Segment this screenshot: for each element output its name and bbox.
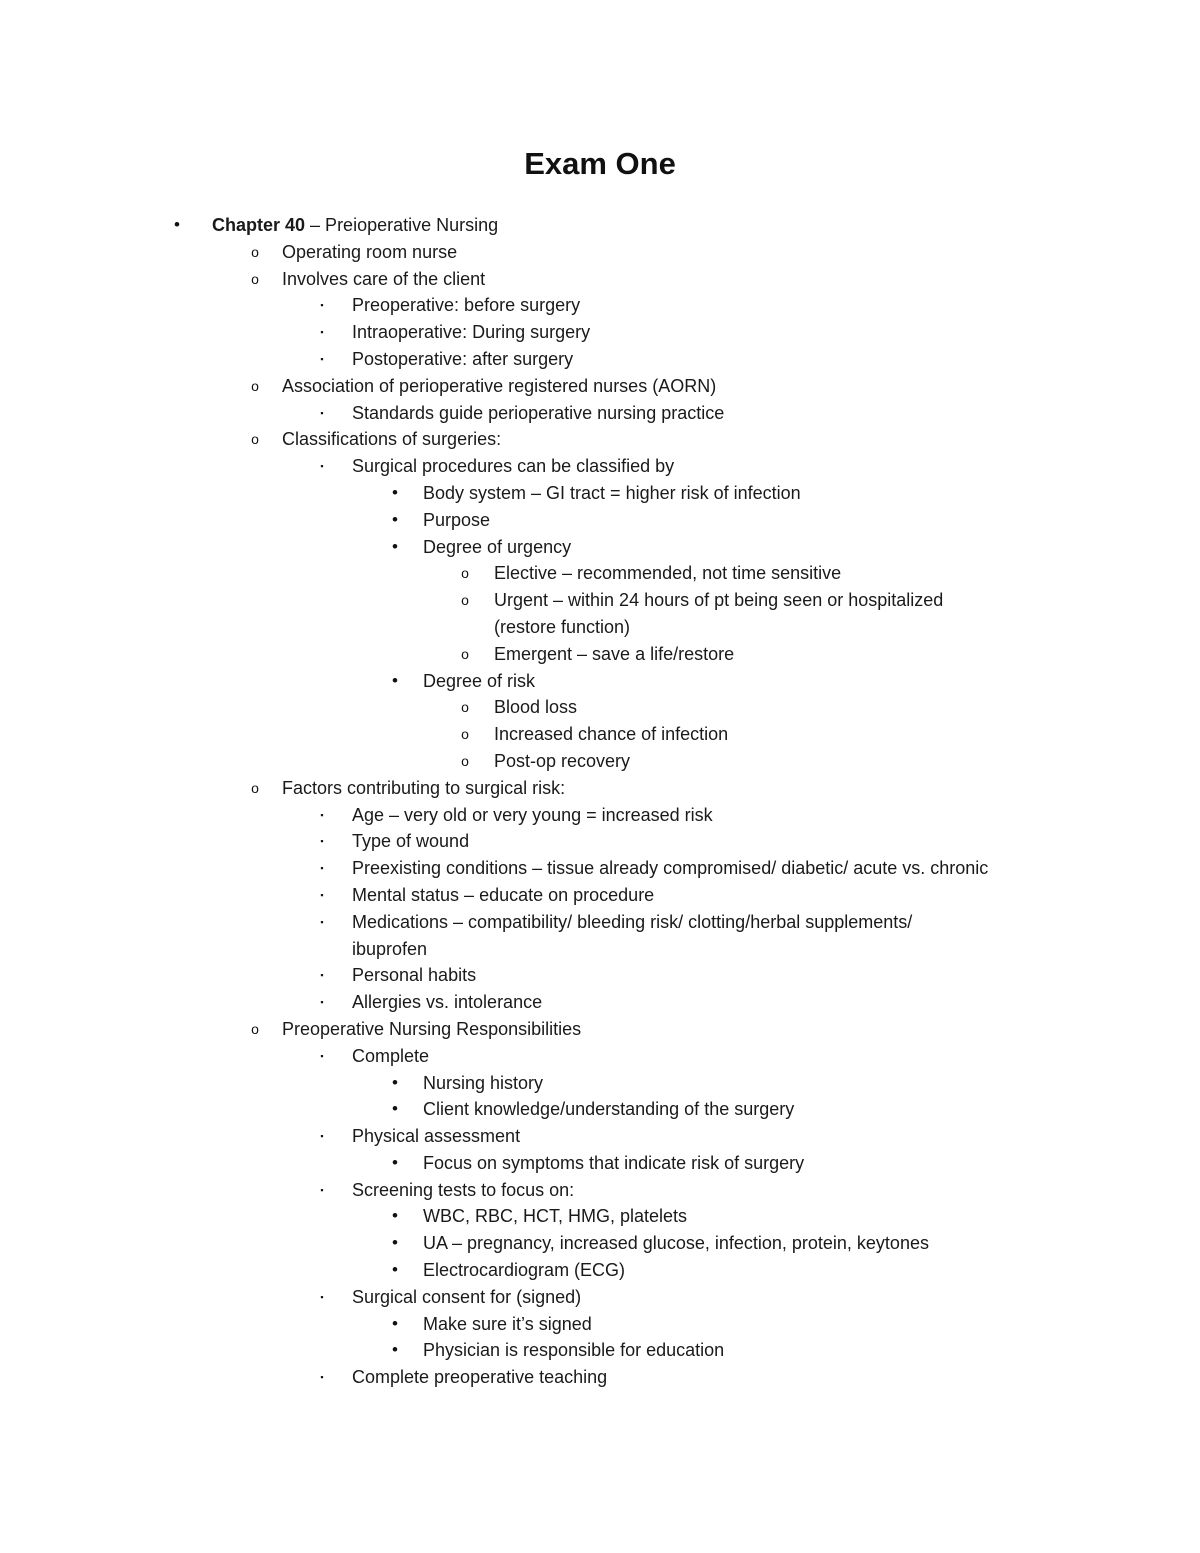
outline-item: [0, 882, 1200, 909]
outline-item-text: [212, 212, 498, 239]
list-marker-icon: •: [392, 1233, 398, 1253]
list-marker-icon: ▪: [320, 353, 324, 364]
outline-item-text: ibuprofen: [352, 938, 428, 959]
outline-item: [0, 1337, 1200, 1364]
outline-item-text: Emergent – save a life/restore: [494, 643, 735, 664]
outline-item-text: Complete preoperative teaching: [352, 1367, 608, 1388]
outline-item-text: Factors contributing to surgical risk:: [282, 777, 566, 798]
list-marker-icon: •: [392, 509, 398, 529]
list-marker-icon: •: [392, 1260, 398, 1280]
outline-item: [0, 400, 1200, 427]
outline-item: [0, 1070, 1200, 1097]
outline-item: [0, 453, 1200, 480]
outline-item-text: Body system – GI tract = higher risk of infection: [423, 482, 801, 503]
list-marker-icon: ▪: [320, 916, 324, 927]
outline-item: [0, 319, 1200, 346]
list-marker-icon: ▪: [320, 300, 324, 311]
list-marker-icon: •: [392, 1206, 398, 1226]
outline-item-text: Postoperative: after surgery: [352, 348, 574, 369]
list-marker-icon: •: [174, 215, 180, 234]
outline-item-text: Urgent – within 24 hours of pt being seen or hospitalized: [494, 590, 944, 611]
chapter-heading: Chapter 40: [212, 215, 306, 235]
outline-item: [0, 855, 1200, 882]
page-title: Exam One: [524, 146, 676, 181]
list-marker-icon: •: [392, 1340, 398, 1360]
list-marker-icon: ▪: [320, 970, 324, 981]
list-marker-icon: o: [251, 1020, 259, 1037]
outline-item: [0, 748, 1200, 775]
list-marker-icon: •: [392, 1152, 398, 1172]
outline-item: [0, 1096, 1200, 1123]
outline-item: [0, 266, 1200, 293]
list-marker-icon: •: [392, 482, 398, 502]
outline-item: [0, 1016, 1200, 1043]
list-marker-icon: •: [392, 1313, 398, 1333]
list-marker-icon: ▪: [320, 461, 324, 472]
outline-item-text: Increased chance of infection: [494, 724, 729, 745]
outline-item: [0, 534, 1200, 561]
outline-item-text: Preoperative Nursing Responsibilities: [282, 1018, 582, 1039]
list-marker-icon: o: [461, 752, 469, 769]
list-marker-icon: ▪: [320, 863, 324, 874]
outline-item: [0, 373, 1200, 400]
outline-item-text: Surgical procedures can be classified by: [352, 456, 675, 477]
list-marker-icon: o: [251, 377, 259, 394]
outline-item-text: WBC, RBC, HCT, HMG, platelets: [423, 1206, 688, 1227]
list-marker-icon: •: [392, 1072, 398, 1092]
outline-item: [0, 614, 1200, 641]
list-marker-icon: •: [392, 536, 398, 556]
outline-item-text: Client knowledge/understanding of the surgery: [423, 1099, 795, 1120]
outline-item: [0, 1043, 1200, 1070]
list-marker-icon: o: [461, 645, 469, 662]
outline-item: [0, 1150, 1200, 1177]
chapter-subtitle: – Preioperative Nursing: [305, 215, 499, 235]
list-marker-icon: ▪: [320, 809, 324, 820]
outline-item-text: Physical assessment: [352, 1126, 521, 1147]
list-marker-icon: ▪: [320, 1184, 324, 1195]
outline-item: [0, 1177, 1200, 1204]
outline-item-text: Degree of urgency: [423, 536, 572, 557]
list-marker-icon: ▪: [320, 327, 324, 338]
outline-item-text: Post-op recovery: [494, 750, 631, 771]
outline-item-text: Standards guide perioperative nursing practice: [352, 402, 725, 423]
outline-item-text: Age – very old or very young = increased risk: [352, 804, 713, 825]
list-marker-icon: o: [251, 779, 259, 796]
outline-item: [0, 1123, 1200, 1150]
outline-item-text: Surgical consent for (signed): [352, 1286, 582, 1307]
outline-item-text: Purpose: [423, 509, 491, 530]
list-marker-icon: o: [461, 565, 469, 582]
outline-item-text: Allergies vs. intolerance: [352, 992, 543, 1013]
list-marker-icon: o: [251, 431, 259, 448]
outline-item-text: Complete: [352, 1045, 430, 1066]
outline-item: [0, 909, 1200, 936]
outline-item: [0, 989, 1200, 1016]
list-marker-icon: o: [461, 699, 469, 716]
outline-item: [0, 962, 1200, 989]
outline-item-text: Screening tests to focus on:: [352, 1179, 575, 1200]
outline-item: [0, 668, 1200, 695]
outline-item: [0, 480, 1200, 507]
outline-item: [0, 560, 1200, 587]
outline-item: [0, 1284, 1200, 1311]
outline-item: [0, 1364, 1200, 1391]
list-marker-icon: o: [461, 726, 469, 743]
outline-item: [0, 346, 1200, 373]
outline-item: [0, 1257, 1200, 1284]
outline-item: [0, 1203, 1200, 1230]
list-marker-icon: •: [392, 670, 398, 690]
outline-item-text: Involves care of the client: [282, 268, 486, 289]
outline-item: [0, 775, 1200, 802]
list-marker-icon: ▪: [320, 407, 324, 418]
outline-list: [0, 212, 1200, 1391]
list-marker-icon: ▪: [320, 1372, 324, 1383]
outline-item: [0, 641, 1200, 668]
outline-item-text: Make sure it’s signed: [423, 1313, 592, 1334]
outline-item: [0, 802, 1200, 829]
outline-item: [0, 239, 1200, 266]
outline-item-text: Physician is responsible for education: [423, 1340, 725, 1361]
outline-item-text: Mental status – educate on procedure: [352, 884, 655, 905]
list-marker-icon: ▪: [320, 889, 324, 900]
outline-item-text: UA – pregnancy, increased glucose, infection, protein, keytones: [423, 1233, 929, 1254]
outline-item: [0, 1230, 1200, 1257]
outline-item: [0, 936, 1200, 963]
outline-item-text: Degree of risk: [423, 670, 536, 691]
outline-item-text: Blood loss: [494, 697, 578, 718]
outline-item: [0, 1311, 1200, 1338]
list-marker-icon: •: [392, 1099, 398, 1119]
outline-item: [0, 721, 1200, 748]
outline-item-text: Nursing history: [423, 1072, 544, 1093]
outline-item-text: Intraoperative: During surgery: [352, 322, 591, 343]
outline-item: [0, 507, 1200, 534]
outline-item: [0, 694, 1200, 721]
outline-item-text: Type of wound: [352, 831, 470, 852]
outline-item: [0, 212, 1200, 239]
outline-item-text: Elective – recommended, not time sensitive: [494, 563, 842, 584]
list-marker-icon: ▪: [320, 997, 324, 1008]
outline-item: [0, 292, 1200, 319]
outline-item-text: Medications – compatibility/ bleeding risk/ clotting/herbal supplements/: [352, 911, 913, 932]
outline-item: [0, 828, 1200, 855]
outline-item-text: Association of perioperative registered nurses (AORN): [282, 375, 717, 396]
list-marker-icon: ▪: [320, 1131, 324, 1142]
list-marker-icon: ▪: [320, 836, 324, 847]
outline-item-text: Classifications of surgeries:: [282, 429, 502, 450]
outline-item-text: Preoperative: before surgery: [352, 295, 581, 316]
outline-item-text: Electrocardiogram (ECG): [423, 1260, 626, 1281]
outline-item: [0, 426, 1200, 453]
outline-item-text: (restore function): [494, 616, 631, 637]
outline-item: [0, 587, 1200, 614]
outline-item-text: Focus on symptoms that indicate risk of surgery: [423, 1152, 805, 1173]
list-marker-icon: o: [251, 243, 259, 260]
outline-item-text: Personal habits: [352, 965, 477, 986]
list-marker-icon: o: [461, 592, 469, 609]
list-marker-icon: ▪: [320, 1050, 324, 1061]
outline-item-text: Preexisting conditions – tissue already compromised/ diabetic/ acute vs. chronic: [352, 858, 989, 879]
list-marker-icon: o: [251, 270, 259, 287]
outline-item-text: Operating room nurse: [282, 241, 458, 262]
list-marker-icon: ▪: [320, 1291, 324, 1302]
